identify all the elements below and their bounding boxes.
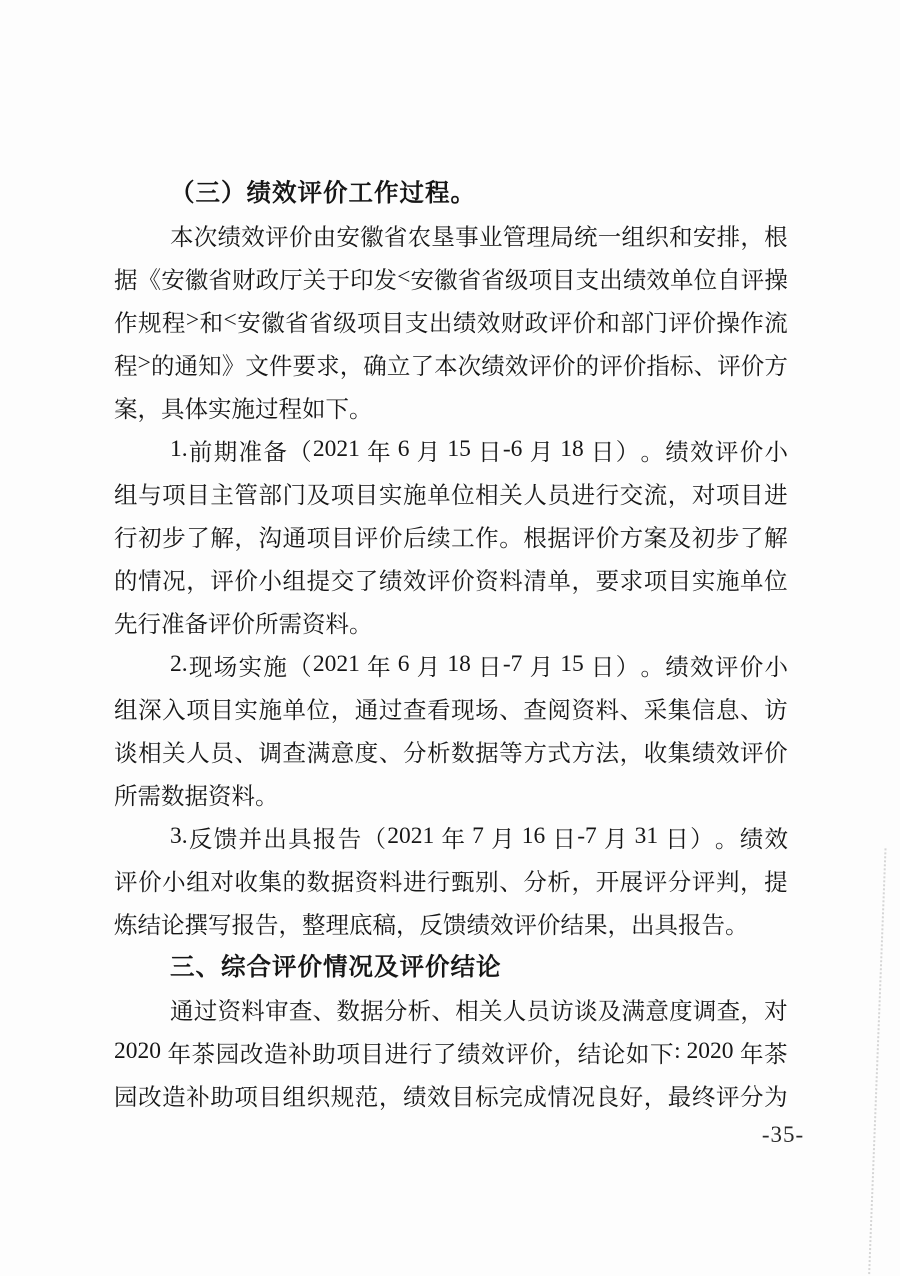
text-line: 谈 相 关 人 员 、 调 查 满 意 度 、 分 析 数 据 等 方 式 方 法 ， 收 集 绩 效 评 价: [114, 740, 788, 767]
text-line: 组 与 项 目 主 管 部 门 及 项 目 实 施 单 位 相 关 人 员 进 行 交 流 ， 对 项 目 进: [114, 482, 788, 509]
text-line: 评 价 小 组 对 收 集 的 数 据 资 料 进 行 甄 别 、 分 析 ， 开 展 评 分 评 判 ， 提: [114, 869, 788, 896]
scan-artifact-line: [868, 848, 887, 1276]
document-body: [114, 170, 788, 1116]
text-line: 的 情 况 ， 评 价 小 组 提 交 了 绩 效 评 价 资 料 清 单 ， 要 求 项 目 实 施 单 位: [114, 568, 788, 595]
text-line: 1. 前 期 准 备 （ 2021 年 6 月 15 日 -6 月 18 日 ） 。 绩 效 评 价 小: [170, 436, 788, 466]
page-number: -35-: [761, 1122, 805, 1147]
text-line: 据 《 安 徽 省 财 政 厅 关 于 印 发 < 安 徽 省 省 级 项 目 支 出 绩 效 单 位 自 评 操: [114, 264, 788, 294]
text-line: 作 规 程 > 和 < 安 徽 省 省 级 项 目 支 出 绩 效 财 政 评 价 和 部 门 评 价 操 作 流: [114, 307, 788, 337]
text-line: 所 需 数 据 资 料 。: [114, 783, 279, 810]
text-line: 行 初 步 了 解 ， 沟 通 项 目 评 价 后 续 工 作 。 根 据 评 价 方 案 及 初 步 了 解: [114, 525, 788, 552]
text-line: 程 > 的 通 知 》 文 件 要 求 ， 确 立 了 本 次 绩 效 评 价 的 评 价 指 标 、 评 价 方: [114, 350, 788, 380]
text-line: 炼 结 论 撰 写 报 告 ， 整 理 底 稿 ， 反 馈 绩 效 评 价 结 果 ， 出 具 报 告 。: [114, 912, 749, 939]
text-line: 园 改 造 补 助 项 目 组 织 规 范 ， 绩 效 目 标 完 成 情 况 良 好 ， 最 终 评 分 为: [114, 1084, 788, 1111]
text-line: 组 深 入 项 目 实 施 单 位 ， 通 过 查 看 现 场 、 查 阅 资 料 、 采 集 信 息 、 访: [114, 697, 788, 724]
text-line: 2020 年 茶 园 改 造 补 助 项 目 进 行 了 绩 效 评 价 ， 结 论 如 下 : 2020 年 茶: [114, 1038, 788, 1068]
text-line: 案 ， 具 体 实 施 过 程 如 下 。: [114, 396, 373, 423]
heading-line: 三 、 综 合 评 价 情 况 及 评 价 结 论: [170, 954, 502, 981]
text-line: 通 过 资 料 审 查 、 数 据 分 析 、 相 关 人 员 访 谈 及 满 意 度 调 查 ， 对: [170, 998, 788, 1025]
text-line: 先 行 准 备 评 价 所 需 资 料 。: [114, 611, 373, 638]
text-line: 2. 现 场 实 施 （ 2021 年 6 月 18 日 -7 月 15 日 ） 。 绩 效 评 价 小: [170, 651, 788, 681]
text-line: 3. 反 馈 并 出 具 报 告 （ 2021 年 7 月 16 日 -7 月 31 日 ） 。 绩 效: [170, 823, 788, 853]
text-line: 本 次 绩 效 评 价 由 安 徽 省 农 垦 事 业 管 理 局 统 一 组 织 和 安 排 ， 根: [170, 224, 788, 251]
heading-line: （ 三 ） 绩 效 评 价 工 作 过 程 。: [170, 180, 476, 207]
